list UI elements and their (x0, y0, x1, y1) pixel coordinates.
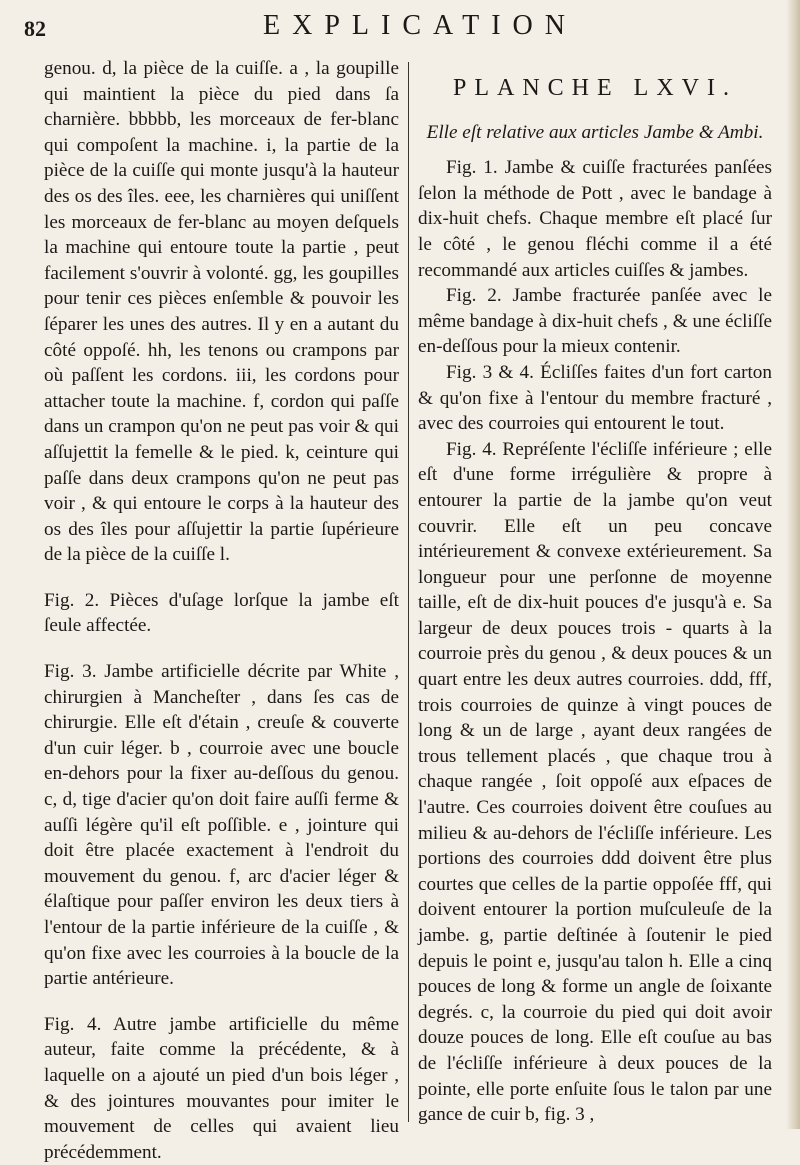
right-column (418, 56, 772, 1128)
paragraph-fig2: Fig. 2. Pièces d'uſage lorſque la jambe eſt ſeule affectée. (44, 589, 399, 637)
paragraph-fig3: Fig. 3. Jambe artificielle décrite par White , chirurgien à Mancheſter , dans ſes cas de chirurgie. Elle eſt d'étain , creuſe & couverte d'un cuir léger. b , courroie avec une boucle en-dehors pour la fixer au-deſſous du genou. c, d, tige d'acier qu'on doit faire auſſi ferme & auſſi légère qu'il eſt poſſible. e , jointure qui doit être placée exactement à l'endroit du mouvement du genou. f, arc d'acier léger & élaſtique pour paſſer environ les deux tiers à l'entour de la partie inférieure de la cuiſſe , & qu'on fixe avec les courroies à la boucle de la partie antérieure. (44, 661, 399, 990)
page-number: 82 (24, 16, 46, 41)
running-head: EXPLICATION (263, 10, 577, 41)
page-edge-shadow (786, 0, 800, 1129)
paragraph-fig1-continued: genou. d, la pièce de la cuiſſe. a , la goupille qui maintient la pièce du pied dans ſa charnière. bbbbb, les morceaux de fer-blanc qui compoſent la machine. i, la partie de la pièce de la cuiſſe qui monte jusqu'à la hauteur des os des îles. eee, les charnières qui uniſſent les morceaux de fer-blanc au moyen deſquels la machine qui entoure toute la partie , peut facilement s'ouvrir à volonté. gg, les goupilles pour tenir ces pièces enſemble & pouvoir les ſéparer les unes des autres. Il y en a autant du côté oppoſé. hh, les tenons ou crampons par où paſſent les cordons. iii, les cordons pour attacher toute la machine. f, cordon qui paſſe dans un crampon qu'on ne peut pas voir & qui aſſujettit la femelle & le pied. k, ceinture qui paſſe dans deux crampons qu'on ne peut pas voir , & qui entoure le corps à la hauteur des os des îles pour aſſujettir la partie ſupérieure de la pièce de la cuiſſe l. (44, 58, 399, 566)
paragraph-plate-fig3-4: Fig. 3 & 4. Écliſſes faites d'un fort carton & qu'on fixe à l'entour du membre fracturé , avec des courroies qui entourent le tout. (418, 361, 772, 435)
plate-title: PLANCHE LXVI. (453, 75, 737, 101)
column-divider (408, 62, 409, 1122)
paragraph-plate-fig2: Fig. 2. Jambe fracturée panſée avec le même bandage à dix-huit chefs , & une écliſſe en-deſſous pour la mieux contenir. (418, 285, 772, 358)
paragraph-plate-fig1: Fig. 1. Jambe & cuiſſe fracturées panſées ſelon la méthode de Pott , avec le bandage à dix-huit chefs. Chaque membre eſt placé ſur le côté , le genou fléchi comme il a été recommandé aux articles cuiſſes & jambes. (418, 157, 772, 281)
paragraph-fig4: Fig. 4. Autre jambe artificielle du même auteur, faite comme la précédente, & à laquelle on a ajouté un pied d'un bois léger , & des jointures mouvantes pour imiter le mouvement de celles qui avaient lieu précédemment. (44, 1013, 399, 1163)
paragraph-plate-fig4: Fig. 4. Repréſente l'écliſſe inférieure ; elle eſt d'une forme irrégulière & propre à entourer la partie de la jambe qu'on veut couvrir. Elle eſt un peu concave intérieurement & convexe extérieurement. Sa longueur pour une perſonne de moyenne taille, eſt de dix-huit pouces d'e jusqu'à e. Sa largeur de deux pouces trois - quarts à la courroie près du genou , & deux pouces & un quart entre les deux autres courroies. ddd, fff, trois courroies de quinze à vingt pouces de long & un de large , ayant deux rangées de trous tellement placés , que chaque trou à chaque rangée , ſoit oppoſé aux eſpaces de l'autre. Ces courroies doivent être couſues au milieu & au-dehors de l'écliſſe inférieure. Les portions des courroies ddd doivent être plus courtes que celles de la partie oppoſée fff, qui doivent entourer la portion muſculeuſe de la jambe. g, partie deſtinée à ſoutenir le pied depuis le point e, jusqu'au talon h. Elle a cinq pouces de long & forme un angle de ſoixante degrés. c, la courroie du pied qui doit avoir douze pouces de long. Elle eſt couſue au bas de l'écliſſe inférieure à deux pouces de la pointe, elle porte enſuite ſous le talon par une gance de cuir b, fig. 3 , (418, 438, 772, 1126)
left-column (44, 56, 399, 1165)
plate-intro: Elle eſt relative aux articles Jambe & Ambi. (426, 121, 764, 143)
